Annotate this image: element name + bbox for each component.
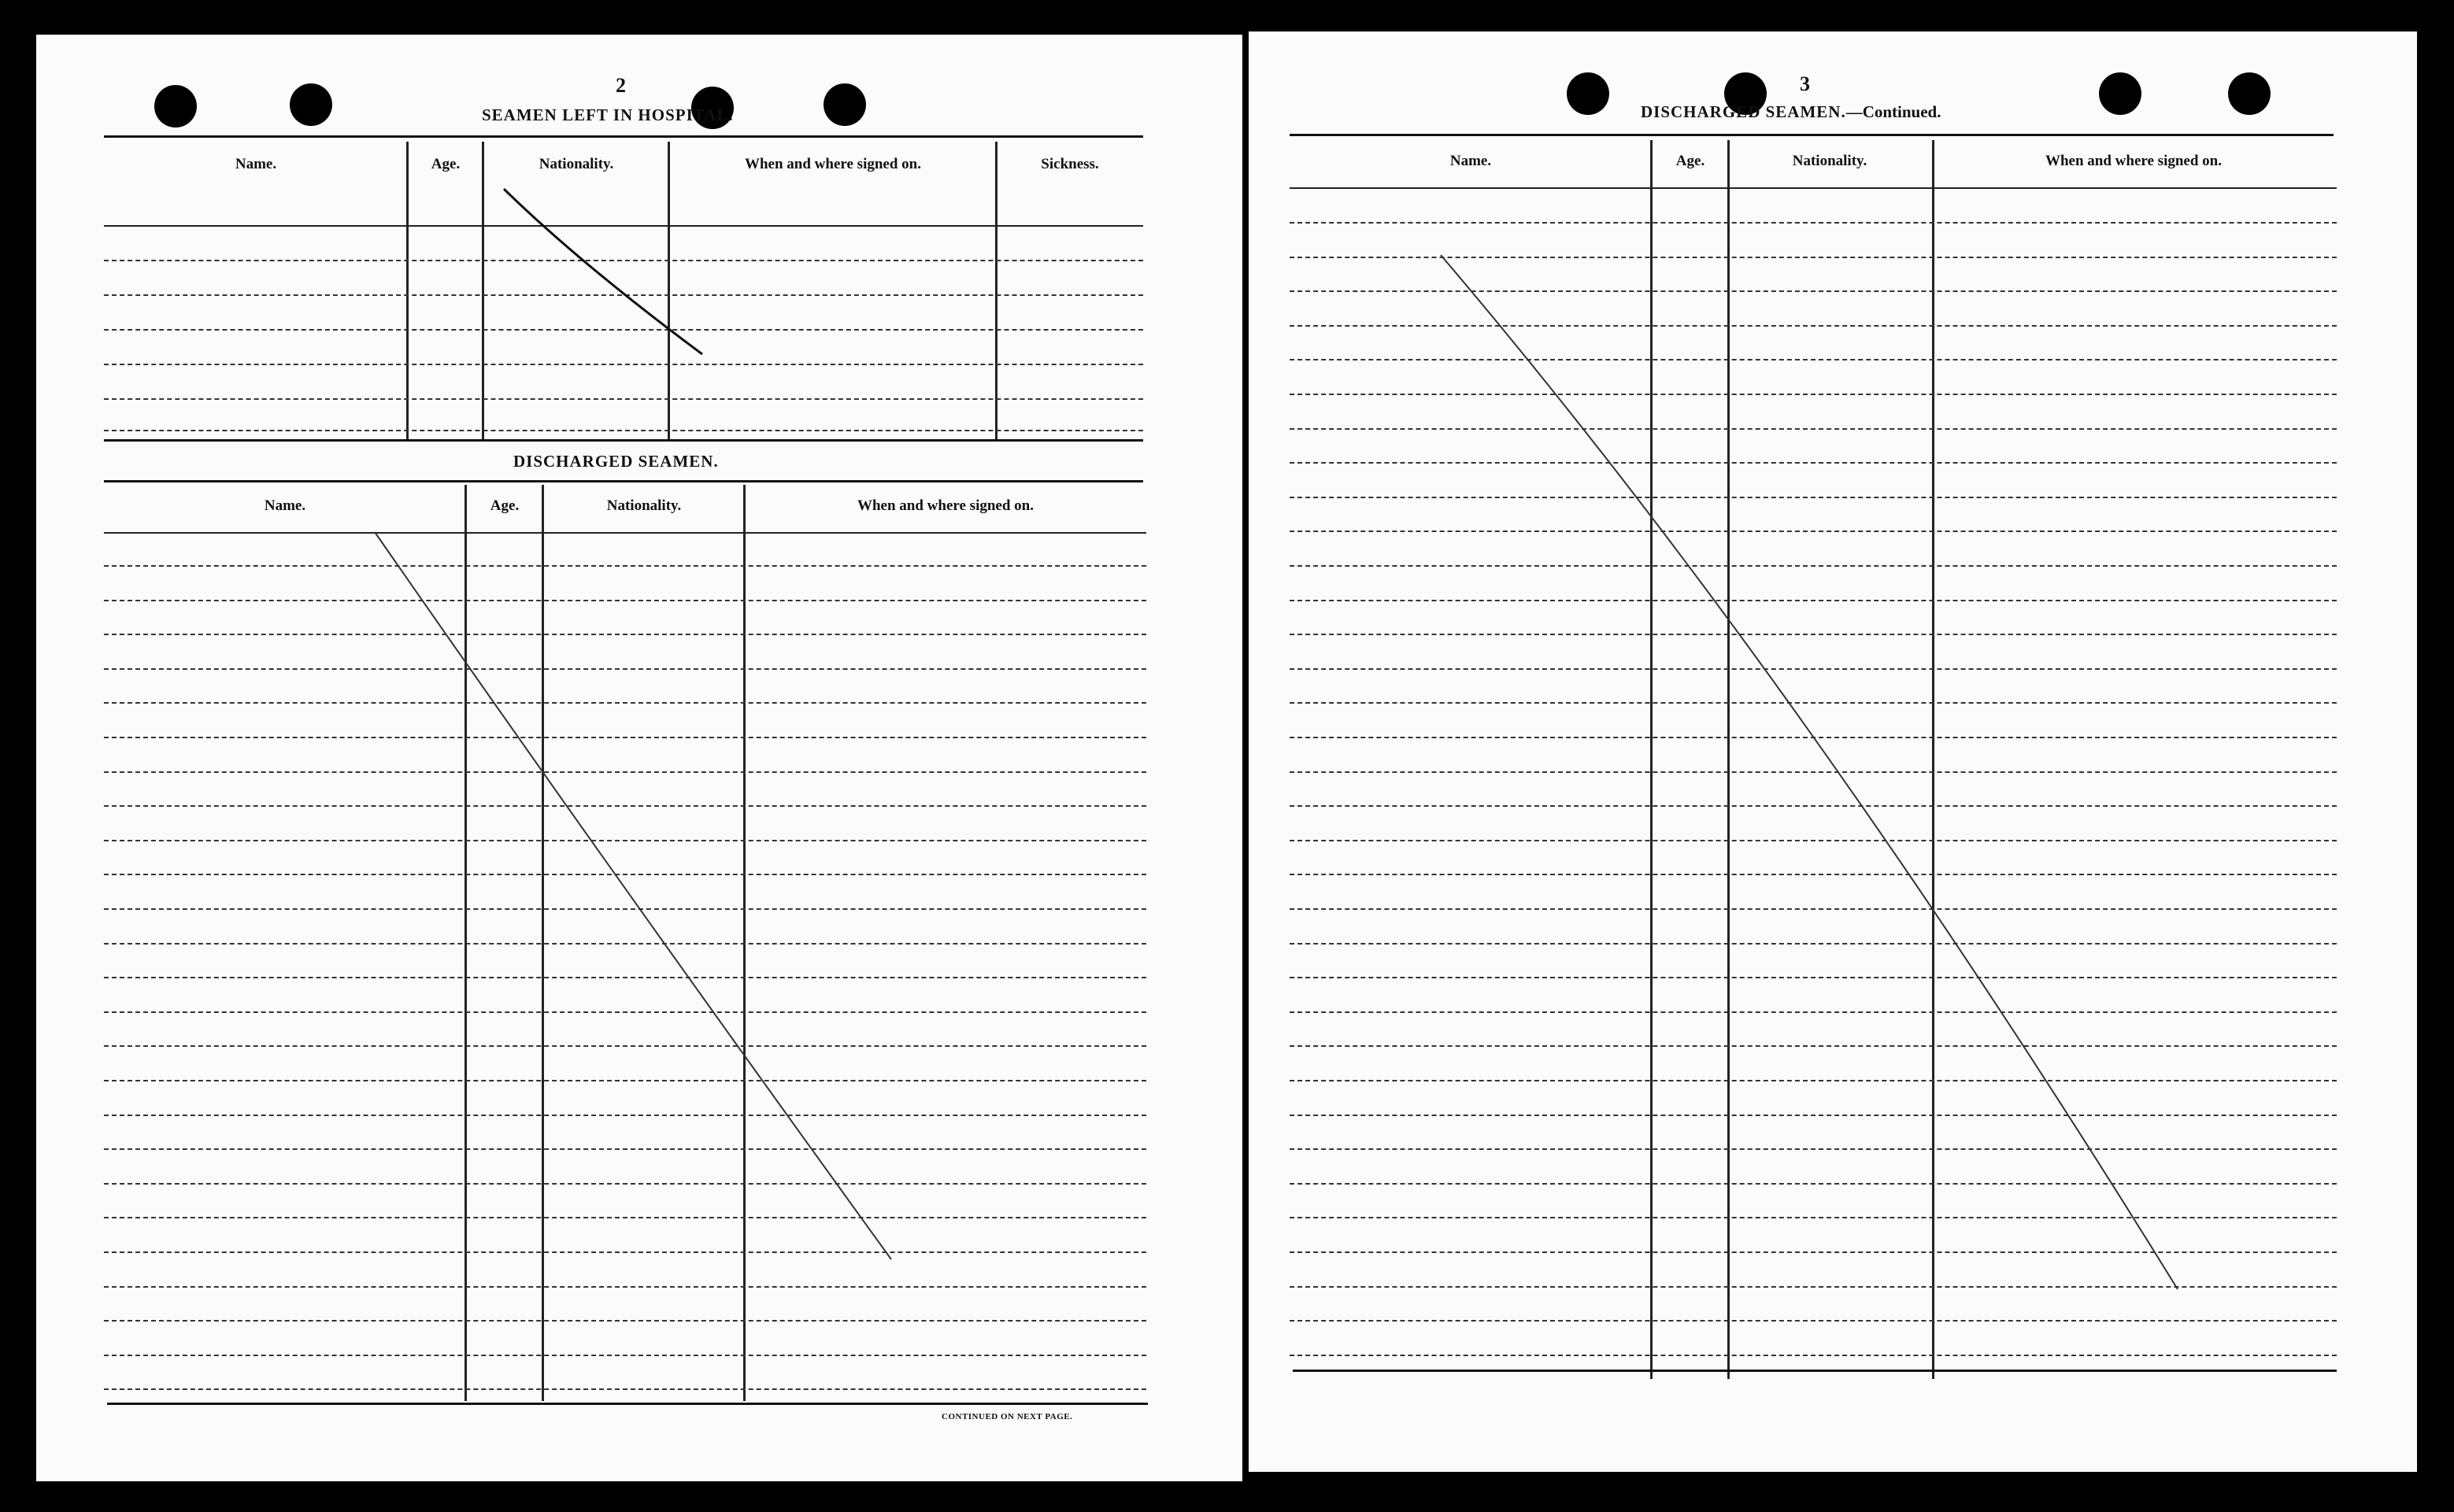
column-header-name: Name. (264, 497, 306, 514)
column-header-sickness: Sickness. (1041, 156, 1099, 172)
column-header-name: Name. (1449, 153, 1492, 169)
column-header-age: Age. (1675, 153, 1705, 169)
page-number: 2 (616, 74, 626, 97)
left-page (36, 35, 1242, 1481)
discharged-section-title: DISCHARGED SEAMEN. (513, 452, 719, 471)
column-header-age: Age. (431, 156, 461, 172)
column-header-signed-on: When and where signed on. (857, 497, 1034, 514)
column-header-nationality: Nationality. (606, 497, 682, 514)
cancel-stroke (36, 35, 1242, 1481)
column-header-name: Name. (235, 156, 277, 172)
title-suffix: —Continued. (1845, 102, 1941, 121)
cancel-stroke (1249, 31, 2417, 1472)
column-header-age: Age. (490, 497, 520, 514)
title-main: DISCHARGED SEAMEN. (1641, 102, 1846, 121)
column-header-nationality: Nationality. (539, 156, 614, 172)
column-header-signed-on: When and where signed on. (2045, 153, 2222, 169)
right-page (1249, 31, 2417, 1472)
column-header-nationality: Nationality. (1792, 153, 1867, 169)
page-number: 3 (1800, 72, 1810, 95)
hospital-section-title: SEAMEN LEFT IN HOSPITAL. (482, 105, 734, 124)
continued-note: CONTINUED ON NEXT PAGE. (942, 1412, 1073, 1421)
column-header-signed-on: When and where signed on. (744, 156, 921, 172)
